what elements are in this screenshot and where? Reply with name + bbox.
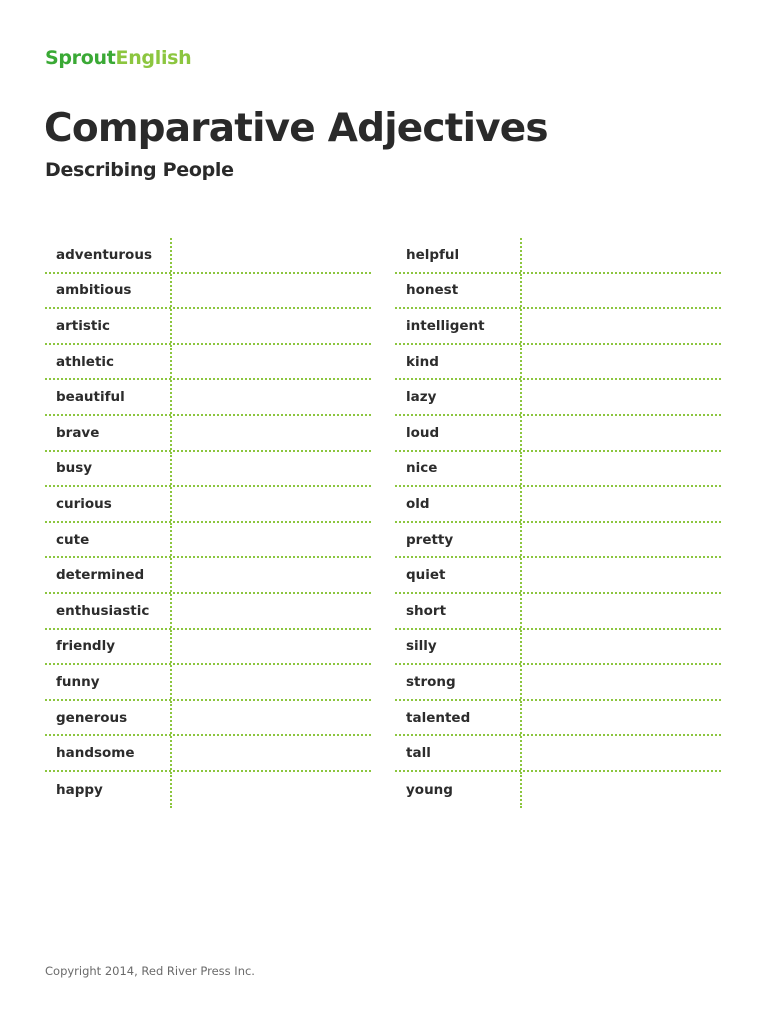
adjective-label: kind [395,345,522,379]
adjective-label: silly [395,630,522,664]
adjective-label: young [395,772,522,808]
adjective-label: pretty [395,523,522,557]
answer-blank[interactable] [172,416,371,450]
answer-blank[interactable] [172,274,371,308]
answer-blank[interactable] [522,238,721,272]
adjective-label: lazy [395,380,522,414]
copyright-text: Copyright 2014, Red River Press Inc. [45,964,255,978]
answer-blank[interactable] [522,772,721,808]
page-title: Comparative Adjectives [44,106,548,151]
answer-blank[interactable] [522,701,721,735]
table-row [395,274,721,310]
answer-blank[interactable] [172,594,371,628]
table-row [395,238,721,274]
answer-blank[interactable] [172,309,371,343]
table-row [395,736,721,772]
answer-blank[interactable] [522,594,721,628]
answer-blank[interactable] [172,665,371,699]
answer-blank[interactable] [172,523,371,557]
table-row [45,487,371,523]
adjective-label: artistic [45,309,172,343]
adjective-label: athletic [45,345,172,379]
adjective-label: beautiful [45,380,172,414]
table-row [395,772,721,808]
table-row [45,594,371,630]
answer-blank[interactable] [522,523,721,557]
table-row [45,772,371,808]
adjective-label: curious [45,487,172,521]
adjective-label: determined [45,558,172,592]
table-row [395,487,721,523]
answer-blank[interactable] [522,630,721,664]
answer-blank[interactable] [172,452,371,486]
answer-blank[interactable] [522,558,721,592]
answer-blank[interactable] [522,665,721,699]
table-row [395,380,721,416]
table-row [395,523,721,559]
answer-blank[interactable] [522,487,721,521]
answer-blank[interactable] [522,380,721,414]
table-row [45,380,371,416]
adjective-label: ambitious [45,274,172,308]
adjective-label: intelligent [395,309,522,343]
adjective-label: helpful [395,238,522,272]
adjective-label: loud [395,416,522,450]
table-row [45,274,371,310]
table-row [45,309,371,345]
adjective-label: nice [395,452,522,486]
adjective-label: honest [395,274,522,308]
adjective-label: tall [395,736,522,770]
table-row [395,701,721,737]
table-row [45,558,371,594]
table-row [45,416,371,452]
adjective-label: generous [45,701,172,735]
table-row [395,452,721,488]
adjective-label: friendly [45,630,172,664]
adjective-label: talented [395,701,522,735]
adjective-label: brave [45,416,172,450]
table-row [45,630,371,666]
answer-blank[interactable] [172,772,371,808]
adjective-label: enthusiastic [45,594,172,628]
adjective-label: old [395,487,522,521]
brand-logo [45,47,191,69]
adjective-label: quiet [395,558,522,592]
answer-blank[interactable] [522,274,721,308]
adjective-label: cute [45,523,172,557]
table-row [395,345,721,381]
table-row [45,523,371,559]
answer-blank[interactable] [522,416,721,450]
answer-blank[interactable] [522,736,721,770]
adjective-label: strong [395,665,522,699]
adjective-label: adventurous [45,238,172,272]
answer-blank[interactable] [172,487,371,521]
word-table-right [395,238,721,808]
answer-blank[interactable] [172,630,371,664]
table-row [395,416,721,452]
page-subtitle: Describing People [45,159,234,181]
table-row [395,594,721,630]
answer-blank[interactable] [172,701,371,735]
adjective-label: happy [45,772,172,808]
adjective-label: handsome [45,736,172,770]
table-row [45,452,371,488]
answer-blank[interactable] [172,238,371,272]
table-row [45,665,371,701]
adjective-label: funny [45,665,172,699]
answer-blank[interactable] [172,380,371,414]
table-row [45,736,371,772]
table-row [45,345,371,381]
answer-blank[interactable] [172,736,371,770]
table-row [45,238,371,274]
table-row [395,309,721,345]
table-row [395,630,721,666]
table-row [395,665,721,701]
table-row [395,558,721,594]
answer-blank[interactable] [172,345,371,379]
answer-blank[interactable] [522,452,721,486]
brand-logo-part2: English [115,47,192,69]
answer-blank[interactable] [522,309,721,343]
answer-blank[interactable] [522,345,721,379]
adjective-label: short [395,594,522,628]
table-row [45,701,371,737]
brand-logo-part1: Sprout [45,47,116,69]
adjective-label: busy [45,452,172,486]
word-table-left [45,238,371,808]
answer-blank[interactable] [172,558,371,592]
